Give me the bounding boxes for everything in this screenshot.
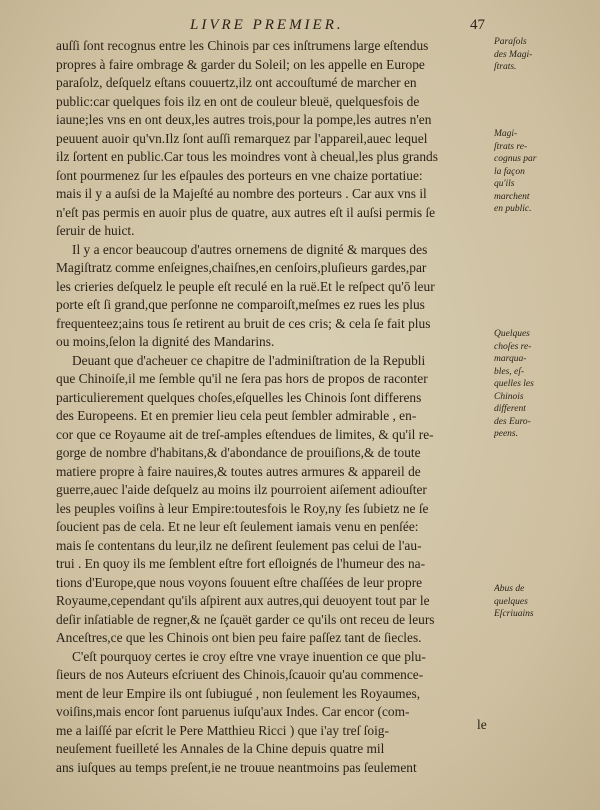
marginal-note-line: en public.: [494, 204, 532, 214]
catchword: le: [477, 717, 487, 732]
marginal-note-line: quelles les: [494, 379, 534, 389]
text-line: tions d'Europe,que nous voyons ſouuent eſtre chaſſées de leur propre: [56, 574, 423, 590]
text-line: ſeruir de huict.: [56, 223, 135, 238]
marginal-note-line: ſtrats re-: [494, 141, 528, 152]
text-line: iaune;les vns en ont deux,les autres trois,pour la pompe,les autres n'en: [56, 112, 432, 127]
text-line: ment de leur Empire ils ont ſubiugué , non ſeulement les Royaumes,: [56, 685, 421, 701]
text-line: paraſolz, deſquelz eſtans couuertz,ilz ont accouſtumé de marcher en: [56, 75, 417, 90]
marginal-note-line: different: [494, 404, 526, 414]
marginal-note-line: Abus de: [494, 584, 525, 594]
marginal-note: [494, 583, 556, 621]
text-line: Il y a encor beaucoup d'autres ornemens de dignité & marques des: [72, 241, 428, 257]
text-line: ans iuſques au temps preſent,ie ne trouue neantmoins pas ſeulement: [56, 759, 417, 775]
text-line: me a laiſſé par eſcrit le Pere Matthieu Ricci ) que i'ay treſ ſoig-: [56, 722, 389, 738]
marginal-note-line: marqua-: [494, 354, 527, 364]
text-line: gorge de nombre d'habitans,& d'abondance de prouiſions,& de toute: [56, 445, 421, 460]
text-line: Magiſtratz comme enſeignes,chaiſnes,en cenſoirs,pluſieurs gardes,par: [56, 260, 427, 275]
text-line: cor que ce Royaume ait de treſ-amples eſtendues de limites, & qu'il re-: [56, 426, 434, 442]
text-line: matiere propre à faire nauires,& toutes autres armures & appareil de: [56, 463, 421, 479]
text-line: propres à faire ombrage & garder du Soleil; on les appelle en Europe: [56, 56, 425, 72]
text-line: ſont pourmenez ſur les eſpaules des porteurs en vne chaize portatiue:: [56, 167, 423, 183]
text-line: les peuples voiſins à leur Empire:toutesfois le Roy,ny ſes ſubietz ne ſe: [56, 500, 429, 516]
marginal-note-line: Quelques: [494, 329, 530, 339]
text-line: mais il y a auſsi de la Majeſté au nombre des porteurs . Car aux vns il: [56, 186, 427, 201]
text-line: ilz ſortent en public.Car tous les moindres vont à cheual,les plus grands: [56, 149, 438, 164]
text-line: neuſement fueilleté les Annales de la Chine depuis quatre mil: [56, 741, 385, 756]
marginal-note-line: quelques: [494, 596, 528, 607]
marginal-note-line: des Magi-: [494, 49, 533, 60]
text-line: ou moins,ſelon la dignité des Mandarins.: [56, 334, 275, 349]
text-line: n'eſt pas permis en auoir plus de quatre, aux autres eſt il auſsi permis ſe: [56, 204, 436, 220]
text-line: Anceſtres,ce que les Chinois ont bien peu faire paſſez tant de ſiecles.: [56, 630, 422, 645]
marginal-note-line: Eſcriuains: [494, 609, 534, 619]
text-line: public:car quelques fois ilz en ont de couleur bleuë, quelquesfois de: [56, 93, 420, 109]
text-line: voiſins,mais encor ſont paruenus iuſqu'aux Indes. Car encor (com-: [56, 704, 410, 719]
marginal-note-line: qu'ils: [494, 179, 515, 189]
marginal-note: [494, 328, 556, 441]
marginal-note-line: Chinois: [494, 391, 524, 402]
marginal-note-line: marchent: [494, 191, 530, 202]
marginal-note-line: des Euro-: [494, 416, 531, 427]
marginal-note-line: ſtrats.: [494, 62, 517, 72]
text-line: mais ſe contentans du leur,ilz ne deſirent ſeulement pas celui de l'au-: [56, 537, 422, 553]
text-line: peuuent auoir qu'vn.Ilz ſont auſſi remarquez par l'appareil,auec lequel: [56, 130, 428, 146]
text-line: guerre,auec l'aide deſquelz au moins ilz pourroient aiſement adiouſter: [56, 482, 427, 497]
marginal-note-line: choſes re-: [494, 341, 532, 352]
marginal-note-line: Magi-: [494, 129, 518, 139]
marginal-note-line: cognus par: [494, 154, 537, 164]
text-line: des Europeens. Et en premier lieu cela peut ſembler admirable , en-: [56, 408, 417, 423]
text-line: Royaume,cependant qu'ils aſpirent aux autres,qui deuoyent tout par le: [56, 593, 430, 608]
text-line: deſir inſatiable de regner,& ne ſçauët garder ce qu'ils ont receu de leurs: [56, 611, 435, 627]
marginal-note-line: bles, eſ-: [494, 366, 525, 377]
marginal-note: [494, 128, 556, 216]
text-line: Deuant que d'acheuer ce chapitre de l'adminiſtration de la Republi: [72, 352, 426, 368]
text-line: porte eſt ſi grand,que perſonne ne comparoiſt,meſmes ez rues les plus: [56, 297, 425, 312]
text-line: ſieurs de nos Auteurs eſcriuent des Chinois,ſcauoir qu'au commence-: [56, 667, 424, 682]
text-line: ſoucient pas de cela. Et ne leur eſt ſeulement iamais venu en penſée:: [56, 519, 419, 534]
marginal-note: [494, 36, 556, 74]
marginal-note-line: la façon: [494, 166, 525, 177]
page-number: 47: [470, 17, 485, 33]
body-text: [56, 37, 496, 777]
text-line: particulierement quelques choſes,eſquelles les Chinois ſont differens: [56, 389, 422, 405]
text-line: frequenteez;ains tous ſe retirent au bruit de ces cris; & cela ſe fait plus: [56, 315, 431, 331]
text-line: que Chinoiſe,il me ſemble qu'il ne ſera pas hors de propos de raconter: [56, 371, 428, 386]
page-header: [0, 17, 600, 37]
text-line: les crieries deſquelz le peuple eſt reculé en la ruë.Et le reſpect qu'ō leur: [56, 278, 435, 294]
text-line: C'eſt pourquoy certes ie croy eſtre vne vraye inuention ce que plu-: [72, 648, 426, 664]
marginal-note-line: peens.: [494, 429, 519, 439]
text-line: auſſi ſont recognus entre les Chinois par ces inſtrumens large eſtendus: [56, 38, 429, 53]
marginal-note-line: Paraſols: [494, 37, 527, 47]
running-title: LIVRE PREMIER.: [190, 17, 344, 33]
text-line: trui . En quoy ils me ſemblent eſtre fort eſloignés de l'humeur des na-: [56, 556, 426, 571]
